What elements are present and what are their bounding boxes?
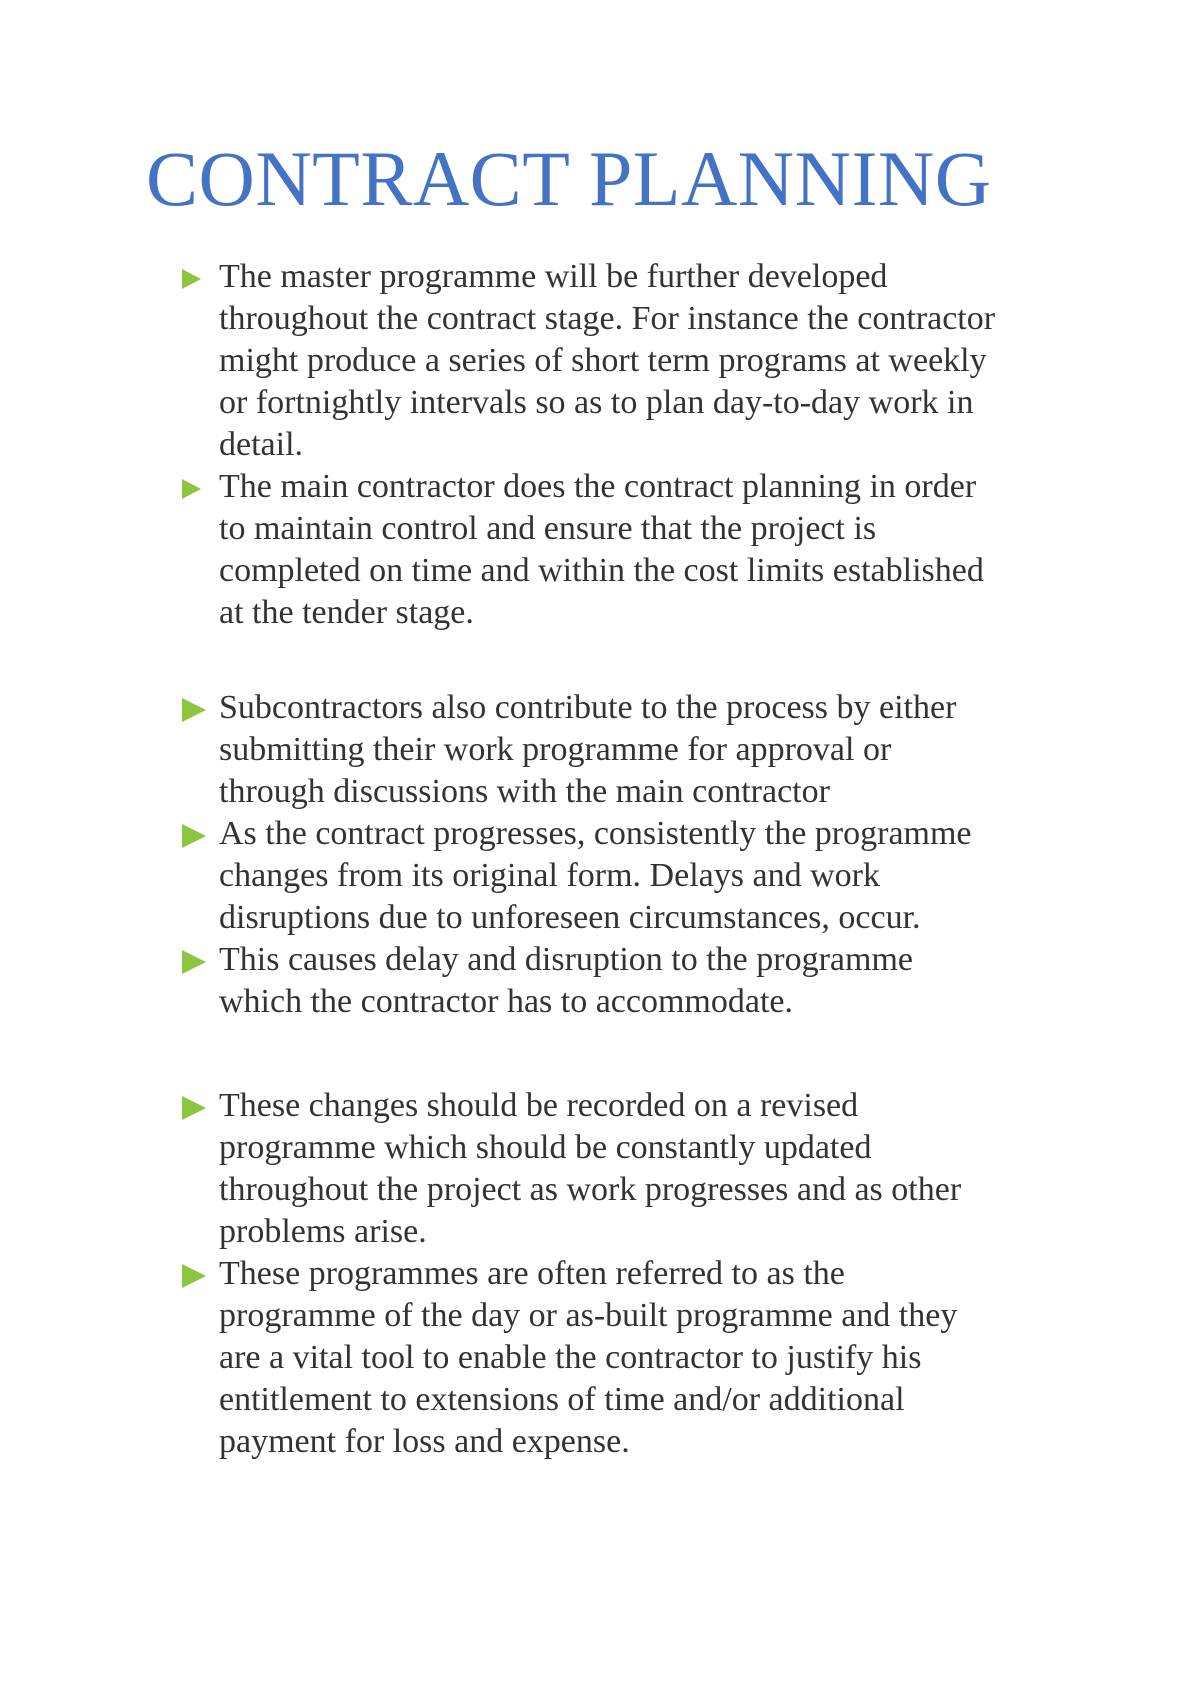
triangle-bullet-icon <box>182 479 201 499</box>
text-line: detail. <box>219 426 304 463</box>
text-line: or fortnightly intervals so as to plan day-to-day work in <box>219 384 974 421</box>
text-line: These programmes are often referred to as the <box>219 1255 845 1292</box>
triangle-bullet-icon <box>182 950 206 974</box>
text-line: This causes delay and disruption to the programme <box>219 941 913 978</box>
text-line: These changes should be recorded on a revised <box>219 1087 859 1124</box>
list-item <box>182 1085 1082 1253</box>
triangle-bullet-icon <box>182 269 201 289</box>
bullet-group <box>182 256 1082 634</box>
text-line: problems arise. <box>219 1213 427 1250</box>
text-line: submitting their work programme for approval or <box>219 731 892 768</box>
text-line: through discussions with the main contractor <box>219 773 830 810</box>
triangle-bullet-icon <box>182 1096 206 1120</box>
triangle-bullet-icon <box>182 824 206 848</box>
text-line: completed on time and within the cost limits established <box>219 552 984 589</box>
list-item <box>182 466 1082 634</box>
text-line: payment for loss and expense. <box>219 1423 630 1460</box>
text-line: are a vital tool to enable the contractor to justify his <box>219 1339 922 1376</box>
text-line: The master programme will be further developed <box>219 258 888 295</box>
text-line: which the contractor has to accommodate. <box>219 983 793 1020</box>
text-line: Subcontractors also contribute to the process by either <box>219 689 957 726</box>
list-item <box>182 939 1082 1023</box>
text-line: disruptions due to unforeseen circumstances, occur. <box>219 899 921 936</box>
text-line: entitlement to extensions of time and/or additional <box>219 1381 905 1418</box>
text-line: at the tender stage. <box>219 594 474 631</box>
text-line: to maintain control and ensure that the project is <box>219 510 877 547</box>
text-line: changes from its original form. Delays and work <box>219 857 880 894</box>
bullet-group <box>182 687 1082 1023</box>
list-item <box>182 813 1082 939</box>
text-line: programme which should be constantly updated <box>219 1129 872 1166</box>
text-line: might produce a series of short term programs at weekly <box>219 342 987 379</box>
triangle-bullet-icon <box>182 698 206 722</box>
list-item <box>182 687 1082 813</box>
page-title: CONTRACT PLANNING <box>146 135 992 222</box>
text-line: programme of the day or as-built programme and they <box>219 1297 958 1334</box>
bullet-group <box>182 1085 1082 1463</box>
list-item <box>182 1253 1082 1463</box>
triangle-bullet-icon <box>182 1264 206 1288</box>
text-line: As the contract progresses, consistently the programme <box>219 815 972 852</box>
list-item <box>182 256 1082 466</box>
text-line: throughout the project as work progresses and as other <box>219 1171 962 1208</box>
text-line: throughout the contract stage. For instance the contractor <box>219 300 996 337</box>
text-line: The main contractor does the contract planning in order <box>219 468 977 505</box>
